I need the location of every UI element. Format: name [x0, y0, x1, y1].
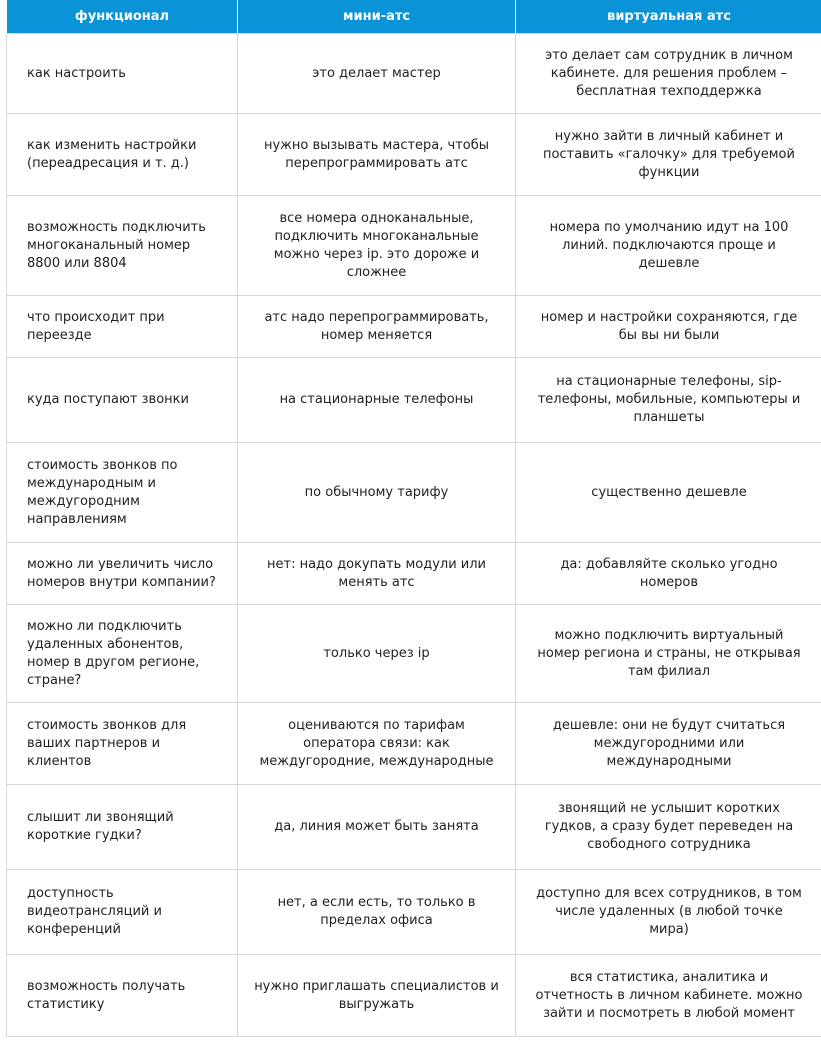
cell-line: на стационарные телефоны, sip- [556, 374, 782, 389]
table-row [7, 443, 821, 543]
cell-line: можно ли подключить [27, 618, 182, 634]
cell-line: как изменить настройки [27, 137, 197, 153]
cell-line: это делает мастер [312, 65, 441, 81]
header-row [7, 0, 821, 34]
cell-line: только через ip [323, 645, 430, 661]
header-virtual-ats: виртуальная атс [516, 0, 821, 34]
cell-line: нужно вызывать мастера, чтобы [263, 137, 490, 153]
cell-line: 8800 или 8804 [27, 255, 127, 271]
table-row [7, 703, 821, 785]
virtual-ats-cell [516, 785, 821, 870]
table-header [7, 0, 821, 34]
cell-line: функции [638, 164, 700, 180]
cell-line: на стационарные телефоны [279, 392, 474, 407]
feature-cell [7, 870, 238, 955]
cell-line: куда поступают звонки [27, 392, 189, 407]
cell-line: международным и [27, 475, 157, 491]
cell-line: международными [606, 753, 732, 769]
cell-line: нужно зайти в личный кабинет и [554, 128, 784, 144]
cell-line: там филиал [627, 663, 711, 679]
mini-ats-cell [238, 605, 516, 703]
cell-line: да: добавляйте сколько угодно [560, 556, 778, 572]
cell-line: междугородними или [593, 735, 745, 751]
cell-line: номер региона и страны, не открывая [537, 645, 801, 661]
cell-line: свободного сотрудника [587, 837, 751, 852]
cell-line: гудков, а сразу будет переведен на [544, 819, 794, 834]
cell-line: номер и настройки сохраняются, где [540, 309, 798, 325]
mini-ats-cell [238, 785, 516, 870]
cell-line: переезде [27, 327, 92, 343]
cell-line: бесплатная техподдержка [576, 83, 762, 99]
feature-cell [7, 296, 238, 358]
cell-line: номера по умолчанию идут на 100 [549, 219, 789, 235]
feature-cell [7, 196, 238, 296]
cell-line: существенно дешевле [591, 484, 747, 500]
virtual-ats-cell [516, 296, 821, 358]
cell-line: нужно приглашать специалистов и [254, 978, 499, 994]
cell-line: стоимость звонков для [27, 717, 187, 733]
cell-line: все номера одноканальные, [279, 210, 474, 226]
cell-line: оператора связи: как [303, 735, 450, 751]
virtual-ats-cell [516, 196, 821, 296]
cell-line: номер в другом регионе, [27, 654, 200, 670]
cell-line: междугородние, международные [259, 753, 494, 769]
comparison-table [6, 0, 821, 1037]
mini-ats-cell [238, 543, 516, 605]
virtual-ats-cell [516, 34, 821, 114]
cell-line: конференций [27, 922, 121, 937]
mini-ats-cell [238, 703, 516, 785]
cell-line: оцениваются по тарифам [288, 717, 465, 733]
cell-line: многоканальный номер [27, 237, 191, 253]
cell-line: по обычному тарифу [304, 484, 449, 500]
cell-line: клиентов [27, 753, 92, 769]
feature-cell [7, 785, 238, 870]
virtual-ats-cell [516, 703, 821, 785]
cell-line: телефоны, мобильные, компьютеры и [537, 392, 801, 407]
feature-cell [7, 605, 238, 703]
cell-line: бы вы ни были [618, 327, 720, 343]
table-row [7, 870, 821, 955]
mini-ats-cell [238, 34, 516, 114]
cell-line: доступность [27, 886, 114, 901]
cell-line: можно через ip. это дороже и [273, 246, 480, 262]
table-row [7, 296, 821, 358]
feature-cell [7, 443, 238, 543]
cell-line: номеров [639, 574, 699, 590]
mini-ats-cell [238, 358, 516, 443]
cell-line: можно ли увеличить число [27, 556, 214, 572]
mini-ats-cell [238, 296, 516, 358]
cell-line: планшеты [633, 410, 705, 425]
cell-line: кабинете. для решения проблем – [550, 65, 788, 81]
cell-line: перепрограммировать атс [285, 155, 468, 171]
mini-ats-cell [238, 870, 516, 955]
virtual-ats-cell [516, 114, 821, 196]
table-row [7, 785, 821, 870]
cell-line: слышит ли звонящий [27, 810, 174, 825]
virtual-ats-cell [516, 358, 821, 443]
cell-line: дешевле [638, 255, 700, 271]
cell-line: стоимость звонков по [27, 457, 178, 473]
cell-line: междугородним [27, 493, 140, 509]
cell-line: отчетность в личном кабинете. можно [535, 987, 803, 1003]
cell-line: это делает сам сотрудник в личном [545, 47, 793, 63]
virtual-ats-cell [516, 955, 821, 1037]
cell-line: мира) [649, 922, 689, 937]
cell-line: дешевле: они не будут считаться [552, 717, 786, 733]
cell-line: номеров внутри компании? [27, 574, 216, 590]
cell-line: направлениям [27, 511, 127, 527]
cell-line: короткие гудки? [27, 828, 142, 843]
cell-line: нет: надо докупать модули или [267, 556, 486, 572]
cell-line: возможность получать [27, 978, 186, 994]
header-feature: функционал [7, 0, 238, 34]
table-row [7, 196, 821, 296]
mini-ats-cell [238, 196, 516, 296]
header-mini-ats: мини-атс [238, 0, 516, 34]
table-row [7, 955, 821, 1037]
table-row [7, 605, 821, 703]
cell-line: как настроить [27, 65, 126, 81]
mini-ats-cell [238, 114, 516, 196]
table-body [7, 34, 821, 1037]
cell-line: числе удаленных (в любой точке [555, 904, 783, 919]
cell-line: (переадресация и т. д.) [27, 155, 189, 171]
cell-line: номер меняется [320, 327, 433, 343]
cell-line: линий. подключаются проще и [562, 237, 776, 253]
feature-cell [7, 34, 238, 114]
cell-line: нет, а если есть, то только в [277, 895, 476, 910]
cell-line: видеотрансляций и [27, 904, 162, 919]
cell-line: менять атс [338, 574, 415, 590]
cell-line: можно подключить виртуальный [554, 627, 784, 643]
virtual-ats-cell [516, 443, 821, 543]
table-row [7, 34, 821, 114]
table-row [7, 114, 821, 196]
virtual-ats-cell [516, 605, 821, 703]
cell-line: ваших партнеров и [27, 735, 161, 751]
cell-line: удаленных абонентов, [27, 636, 184, 652]
cell-line: зайти и посмотреть в любой момент [543, 1005, 795, 1021]
table-row [7, 543, 821, 605]
mini-ats-cell [238, 443, 516, 543]
cell-line: что происходит при [27, 309, 165, 325]
cell-line: возможность подключить [27, 219, 206, 235]
virtual-ats-cell [516, 543, 821, 605]
virtual-ats-cell [516, 870, 821, 955]
cell-line: подключить многоканальные [274, 228, 479, 244]
cell-line: пределах офиса [320, 913, 433, 928]
cell-line: выгружать [338, 996, 415, 1012]
feature-cell [7, 703, 238, 785]
cell-line: вся статистика, аналитика и [569, 969, 769, 985]
cell-line: статистику [27, 996, 105, 1012]
feature-cell [7, 358, 238, 443]
cell-line: звонящий не услышит коротких [558, 801, 780, 816]
cell-line: сложнее [346, 264, 407, 280]
feature-cell [7, 955, 238, 1037]
cell-line: поставить «галочку» для требуемой [543, 146, 795, 162]
feature-cell [7, 114, 238, 196]
cell-line: стране? [27, 672, 82, 688]
cell-line: да, линия может быть занята [274, 819, 479, 834]
cell-line: атс надо перепрограммировать, [264, 309, 489, 325]
cell-line: доступно для всех сотрудников, в том [536, 886, 802, 901]
feature-cell [7, 543, 238, 605]
mini-ats-cell [238, 955, 516, 1037]
table-row [7, 358, 821, 443]
